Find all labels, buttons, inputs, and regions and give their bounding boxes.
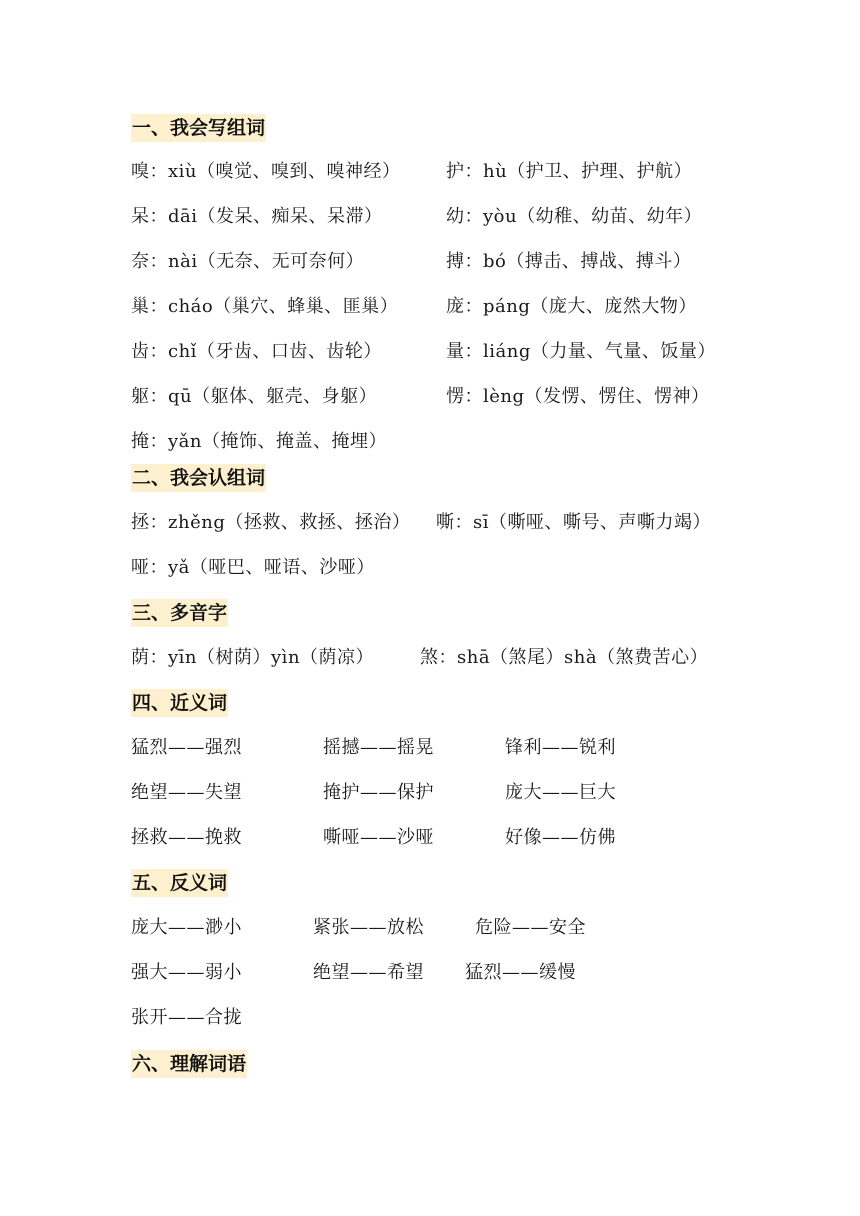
antonym-pair: 张开——合拢: [131, 1007, 242, 1028]
word-entry: 愣：lèng（发愣、愣住、愣神）: [446, 386, 710, 407]
antonym-pair: 危险——安全: [475, 917, 586, 938]
word-entry: 幼：yòu（幼稚、幼苗、幼年）: [446, 206, 703, 227]
word-entry: 庞：páng（庞大、庞然大物）: [446, 296, 697, 317]
antonym-pair: 庞大——渺小: [131, 917, 242, 938]
section-heading-2: 二、我会认组词: [131, 464, 266, 492]
antonym-pair: 绝望——希望: [313, 962, 424, 983]
word-entry: 巢：cháo（巢穴、蜂巢、匪巢）: [131, 296, 399, 317]
word-entry: 呆：dāi（发呆、痴呆、呆滞）: [131, 206, 383, 227]
antonym-pair: 强大——弱小: [131, 962, 242, 983]
word-entry: 奈：nài（无奈、无可奈何）: [131, 251, 365, 272]
word-entry: 护：hù（护卫、护理、护航）: [446, 161, 693, 182]
word-entry: 哑：yǎ（哑巴、哑语、沙哑）: [131, 557, 375, 578]
section-heading-4: 四、近义词: [131, 689, 228, 717]
synonym-pair: 摇撼——摇晃: [323, 737, 434, 758]
word-entry: 嗅：xiù（嗅觉、嗅到、嗅神经）: [131, 161, 401, 182]
section-heading-6: 六、理解词语: [131, 1050, 247, 1078]
synonym-pair: 拯救——挽救: [131, 827, 242, 848]
synonym-pair: 掩护——保护: [323, 782, 434, 803]
synonym-pair: 嘶哑——沙哑: [323, 827, 434, 848]
antonym-pair: 紧张——放松: [313, 917, 424, 938]
synonym-pair: 绝望——失望: [131, 782, 242, 803]
word-entry: 搏：bó（搏击、搏战、搏斗）: [446, 251, 692, 272]
word-entry: 齿：chǐ（牙齿、口齿、齿轮）: [131, 341, 382, 362]
section-heading-1: 一、我会写组词: [131, 114, 266, 142]
antonym-pair: 猛烈——缓慢: [465, 962, 576, 983]
synonym-pair: 好像——仿佛: [505, 827, 616, 848]
word-entry: 嘶：sī（嘶哑、嘶号、声嘶力竭）: [436, 512, 711, 533]
word-entry: 拯：zhěng（拯救、救拯、拯治）: [131, 512, 411, 533]
synonym-pair: 锋利——锐利: [505, 737, 616, 758]
word-entry: 躯：qū（躯体、躯壳、身躯）: [131, 386, 378, 407]
synonym-pair: 猛烈——强烈: [131, 737, 242, 758]
synonym-pair: 庞大——巨大: [505, 782, 616, 803]
section-heading-3: 三、多音字: [131, 599, 228, 627]
section-heading-5: 五、反义词: [131, 869, 228, 897]
polyphone-entry: 荫：yīn（树荫）yìn（荫凉）: [131, 647, 375, 668]
polyphone-entry: 煞：shā（煞尾）shà（煞费苦心）: [420, 647, 709, 668]
word-entry: 掩：yǎn（掩饰、掩盖、掩埋）: [131, 431, 387, 452]
word-entry: 量：liáng（力量、气量、饭量）: [446, 341, 716, 362]
